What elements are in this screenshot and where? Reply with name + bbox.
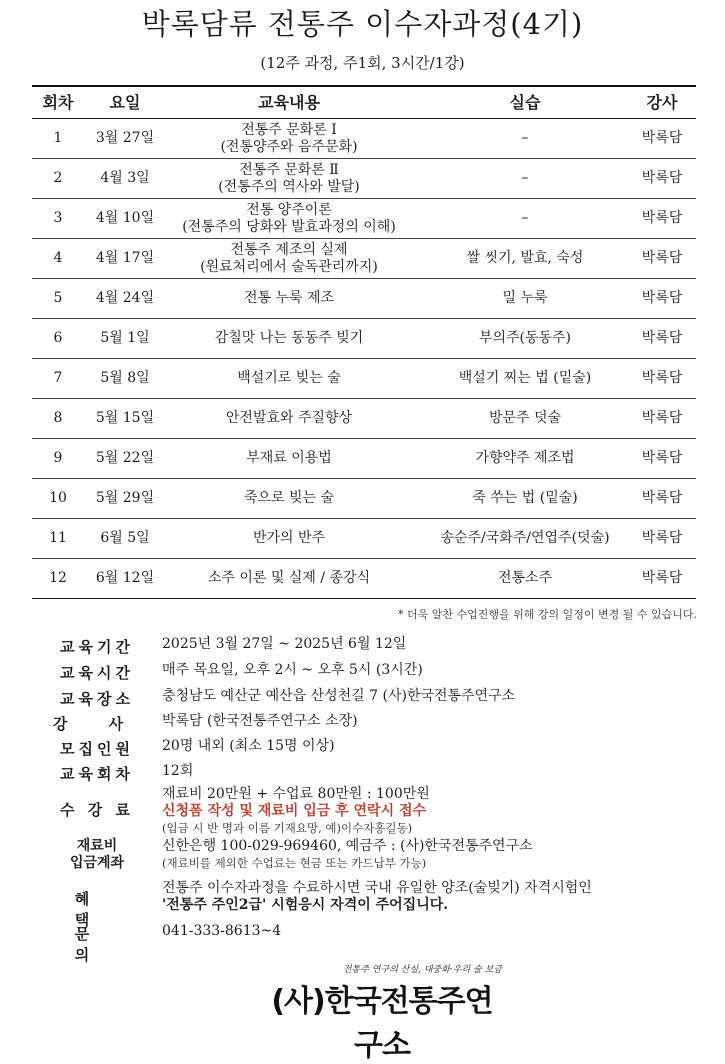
session-teacher: 박록담	[641, 130, 683, 146]
fee-label: 수 강 료	[60, 801, 134, 819]
session-content	[166, 279, 412, 318]
table-row	[32, 279, 696, 319]
time-label: 교육시간	[60, 664, 134, 682]
content-title: 감칠맛 나는 동동주 빚기	[214, 330, 364, 346]
logo-name: (사)한국전통주연구소	[271, 984, 493, 1063]
session-number: 6	[53, 330, 63, 346]
session-date: 4월 3일	[100, 170, 150, 186]
session-number: 8	[53, 410, 63, 426]
session-number: 3	[53, 210, 63, 226]
session-teacher: 박록담	[641, 170, 683, 186]
session-content	[166, 359, 412, 398]
benefit-line2: '전통주 주인2급' 시험응시 자격이 주어집니다.	[162, 897, 449, 913]
account-value	[162, 838, 702, 872]
table-row	[32, 399, 696, 439]
fee-line3: (입금 시 반 명과 이름 기재요망, 예)이수자홍길동)	[162, 821, 413, 835]
session-date: 5월 1일	[100, 330, 150, 346]
count-label: 교육회차	[60, 765, 134, 783]
benefit-label: 혜 택	[74, 890, 120, 929]
page-title: 박록담류 전통주 이수자과정(4기)	[141, 7, 584, 41]
table-row	[32, 159, 696, 199]
session-practice: 송순주/국화주/연엽주(덧술)	[440, 530, 610, 546]
session-content	[166, 439, 412, 478]
content-detail: (원료처리에서 술독관리까지)	[200, 258, 378, 275]
schedule-table	[32, 85, 696, 599]
session-practice: –	[521, 130, 529, 146]
table-row	[32, 239, 696, 279]
session-number: 4	[53, 250, 63, 266]
header-session: 회차	[42, 93, 74, 112]
content-title: 전통주 제조의 실제	[230, 241, 348, 258]
contact-label: 문 의	[74, 925, 120, 964]
session-teacher: 박록담	[641, 290, 683, 306]
recruit-value: 20명 내외 (최소 15명 이상)	[162, 738, 335, 754]
logo-slogan: 전통주 연구의 산실, 대중화·우리 술 보급	[342, 965, 502, 975]
table-row	[32, 559, 696, 599]
session-teacher: 박록담	[641, 450, 683, 466]
session-number: 9	[53, 450, 63, 466]
institute-logo	[262, 962, 502, 1063]
session-practice: 죽 쑤는 법 (밑술)	[472, 490, 578, 506]
session-teacher: 박록담	[641, 530, 683, 546]
session-date: 5월 29일	[95, 490, 155, 506]
session-content	[166, 119, 412, 158]
table-row	[32, 439, 696, 479]
session-practice: 방문주 덧술	[488, 410, 562, 426]
session-date: 5월 15일	[95, 410, 155, 426]
account-label-line2: 입금계좌	[69, 855, 125, 871]
content-title: 부재료 이용법	[246, 450, 332, 466]
teacher-value: 박록담 (한국전통주연구소 소장)	[162, 713, 358, 729]
session-practice: 쌀 씻기, 발효, 숙성	[466, 250, 584, 266]
page-subtitle: (12주 과정, 주1회, 3시간/1강)	[260, 54, 465, 72]
header-date: 요일	[109, 93, 141, 112]
benefit-line1: 전통주 이수자과정을 수료하시면 국내 유일한 양조(술빚기) 자격시험인	[162, 880, 592, 896]
benefit-value	[162, 880, 702, 914]
time-value: 매주 목요일, 오후 2시 ~ 오후 5시 (3시간)	[162, 662, 423, 678]
session-teacher: 박록담	[641, 570, 683, 586]
recruit-label: 모집인원	[60, 740, 134, 758]
content-title: 안전발효와 주질향상	[225, 410, 353, 426]
session-content	[166, 519, 412, 558]
session-practice: –	[521, 170, 529, 186]
content-title: 전통주 문화론 Ⅰ	[241, 121, 337, 138]
fee-line1: 재료비 20만원 + 수업료 80만원 : 100만원	[162, 786, 430, 802]
session-date: 4월 24일	[95, 290, 155, 306]
session-content	[166, 239, 412, 278]
fee-value	[162, 786, 702, 837]
content-title: 전통주 문화론 Ⅱ	[239, 161, 339, 178]
session-date: 5월 8일	[100, 370, 150, 386]
session-number: 7	[53, 370, 63, 386]
session-practice: 밀 누룩	[502, 290, 548, 306]
session-content	[166, 479, 412, 518]
header-teacher: 강사	[646, 93, 678, 112]
table-row	[32, 119, 696, 159]
content-detail: (전통주의 당화와 발효과정의 이해)	[182, 218, 396, 235]
table-row	[32, 319, 696, 359]
period-value: 2025년 3월 27일 ~ 2025년 6월 12일	[162, 636, 407, 652]
session-practice: –	[521, 210, 529, 226]
session-date: 6월 5일	[100, 530, 150, 546]
place-label: 교육장소	[60, 690, 134, 708]
content-title: 소주 이론 및 실제 / 종강식	[207, 570, 371, 586]
session-content	[166, 199, 412, 238]
table-body	[32, 119, 696, 599]
session-date: 5월 22일	[95, 450, 155, 466]
content-detail: (전통주의 역사와 발달)	[218, 178, 360, 195]
session-content	[166, 559, 412, 598]
account-label	[42, 838, 152, 872]
session-teacher: 박록담	[641, 490, 683, 506]
account-line1: 신한은행 100-029-969460, 예금주 : (사)한국전통주연구소	[162, 838, 533, 854]
content-title: 반가의 반주	[252, 530, 326, 546]
session-teacher: 박록담	[641, 330, 683, 346]
table-header	[32, 85, 696, 119]
session-number: 2	[53, 170, 63, 186]
table-row	[32, 479, 696, 519]
table-row	[32, 359, 696, 399]
count-value: 12회	[162, 763, 194, 779]
table-row	[32, 519, 696, 559]
content-detail: (전통양주와 음주문화)	[220, 138, 358, 155]
session-teacher: 박록담	[641, 250, 683, 266]
session-teacher: 박록담	[641, 370, 683, 386]
session-number: 5	[53, 290, 63, 306]
content-title: 전통 양주이론	[246, 201, 332, 218]
session-practice: 가향약주 제조법	[475, 450, 575, 466]
session-practice: 부의주(동동주)	[478, 330, 572, 346]
session-date: 3월 27일	[95, 130, 155, 146]
session-practice: 전통소주	[497, 570, 553, 586]
session-number: 1	[53, 130, 63, 146]
session-date: 6월 12일	[95, 570, 155, 586]
session-teacher: 박록담	[641, 210, 683, 226]
teacher-label: 강 사	[52, 715, 142, 733]
session-practice: 백설기 찌는 법 (밑술)	[458, 370, 592, 386]
table-row	[32, 199, 696, 239]
header-content: 교육내용	[258, 93, 320, 112]
session-content	[166, 159, 412, 198]
content-title: 백설기로 빚는 술	[237, 370, 341, 386]
session-content	[166, 319, 412, 358]
header-practice: 실습	[509, 93, 541, 112]
session-content	[166, 399, 412, 438]
content-title: 전통 누룩 제조	[243, 290, 335, 306]
account-label-line1: 재료비	[76, 838, 118, 854]
session-teacher: 박록담	[641, 410, 683, 426]
session-date: 4월 17일	[95, 250, 155, 266]
session-date: 4월 10일	[95, 210, 155, 226]
schedule-note: * 더욱 알찬 수업진행을 위해 강의 일정이 변경 될 수 있습니다.	[398, 608, 697, 621]
account-line2: (재료비를 제외한 수업료는 현금 또는 카드납부 가능)	[162, 856, 427, 870]
period-label: 교육기간	[60, 638, 134, 656]
place-value: 충청남도 예산군 예산읍 산성천길 7 (사)한국전통주연구소	[162, 688, 516, 704]
content-title: 죽으로 빚는 술	[243, 490, 335, 506]
session-number: 11	[49, 530, 67, 546]
fee-line2: 신청폼 작성 및 재료비 입금 후 연락시 접수	[162, 803, 427, 819]
contact-value: 041-333-8613~4	[162, 923, 282, 939]
session-number: 10	[49, 490, 67, 506]
session-number: 12	[49, 570, 67, 586]
